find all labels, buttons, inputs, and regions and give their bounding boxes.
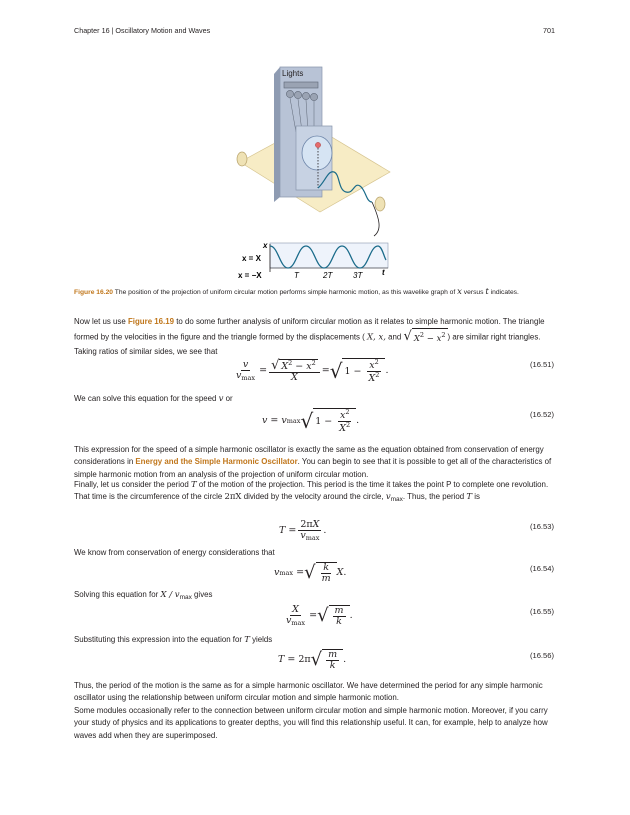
- wheel-disc: [302, 136, 332, 170]
- figure-16-20: [230, 62, 400, 282]
- graph-x-eq-X: x = X: [242, 254, 261, 263]
- paragraph-8: Thus, the period of the motion is the same as for a simple harmonic oscillator. We have determined the period for any simple harmonic oscillator using the relationship between uniform circular motion and simple harmonic motion.: [74, 681, 543, 703]
- back-panel-side: [274, 67, 280, 202]
- graph-x-eq-negX: x = −X: [238, 271, 262, 280]
- chapter-header: Chapter 16 | Oscillatory Motion and Waves: [74, 26, 211, 35]
- paragraph-4: Finally, let us consider the period T of the motion of the projection. This period is the time it takes the point P to complete one revolution. That time is the circumference of the circle 2πX divided by the velocity around the circle, $v_{max}$. Thus, the period T is: [74, 480, 549, 504]
- paragraph-7: Substituting this expression into the equation for T yields: [74, 635, 273, 645]
- equation-16-54: v max = √ $\frac{k}{m}$ X . (16.54): [274, 562, 554, 584]
- lights-label: Lights: [282, 69, 304, 78]
- paragraph-3: This expression for the speed of a simple harmonic oscillator is exactly the same as the equation obtained from conservation of energy considerations in Energy and the Simple Harmonic Oscillator. You can begin to see that it is possible to get all of the characteristics of simple harmonic motion from an analysis of the projection of uniform circular motion.: [74, 445, 552, 479]
- equation-16-53: T = $\frac{2\pi X}{v_{max}}$ . (16.53): [279, 519, 554, 542]
- roller-left: [237, 152, 247, 166]
- graph-3T: 3T: [353, 271, 363, 280]
- equation-16-52: v = v max √ 1 − $\frac{x^2}{X^2}$ . (16.52): [262, 408, 554, 434]
- figure-16-19-link[interactable]: Figure 16.19: [127, 317, 175, 326]
- energy-sho-link[interactable]: Energy and the Simple Harmonic Oscillator: [135, 457, 298, 467]
- graph-2T: 2T: [323, 271, 333, 280]
- equation-16-51: $\frac{v}{v_{max}}$ = √ $X^2 - x^2$ X = √ 1 − $\frac{x^2}{X^2}$ . (16.51): [236, 357, 554, 384]
- paragraph-5: We know from conservation of energy considerations that: [74, 548, 275, 557]
- equation-16-55: $\frac{X}{v_{max}}$ = √ $\frac{m}{k}$ . (16.55): [286, 604, 554, 628]
- graph-T: T: [294, 271, 299, 280]
- graph-x-label: x: [263, 241, 268, 250]
- figure-caption: Figure 16.20 The position of the projection of uniform circular motion performs simple harmonic motion, as this wavelike graph of x versus t indicates.: [74, 287, 519, 297]
- point-p: [315, 142, 320, 147]
- paragraph-1: Now let us use Figure 16.19 to do some further analysis of uniform circular motion as it relates to simple harmonic motion. The triangle formed by the velocities in the figure and the triangle formed by the displacements ( X, x, and √ $X^2 - x^2$ ) are similar right triangles. Taking ratios of similar sides, we see that: [74, 317, 545, 356]
- page-number: 701: [543, 26, 555, 35]
- equation-16-56: T = 2π √ $\frac{m}{k}$ . (16.56): [278, 649, 554, 671]
- graph-t: t: [382, 268, 385, 277]
- paragraph-9: Some modules occasionally refer to the connection between uniform circular motion and simple harmonic motion. Moreover, if you carry your study of physics and its applications to greater depths, you will find this relationship useful. It can, for example, help to analyze how waves add when they are superimposed.: [74, 706, 548, 740]
- roller-right: [375, 197, 385, 211]
- caption-label: Figure 16.20: [74, 289, 114, 296]
- paragraph-6: Solving this equation for X / $v_{max}$ gives: [74, 590, 213, 601]
- paragraph-2: We can solve this equation for the speed v or: [74, 394, 233, 404]
